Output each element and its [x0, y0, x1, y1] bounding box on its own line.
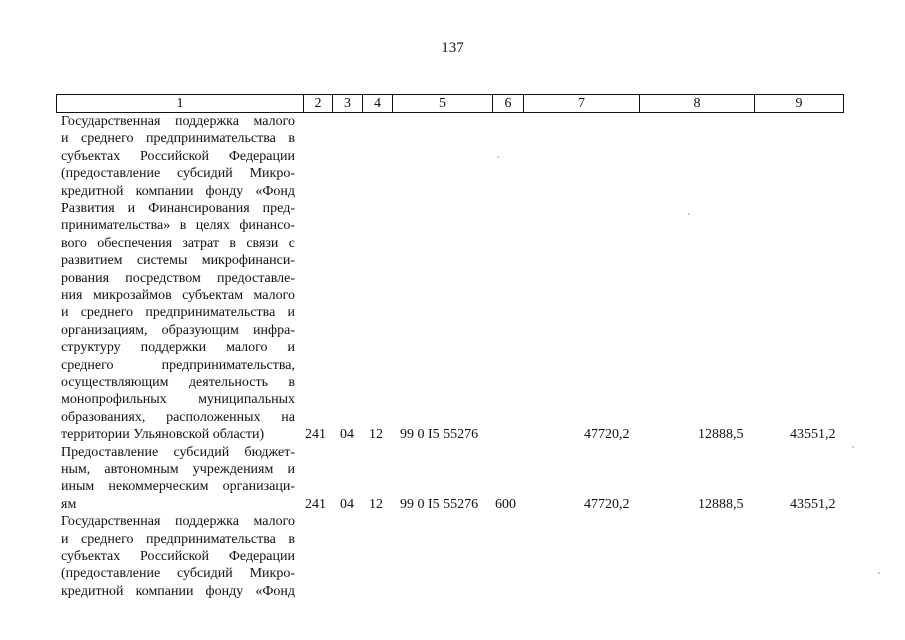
cell-col-9: 43551,2: [790, 427, 836, 443]
text-line: и среднего предпринимательства в: [61, 131, 295, 147]
cell-col-8: 12888,5: [698, 427, 744, 443]
header-col-2: 2: [304, 95, 333, 113]
cell-col-7: 47720,2: [584, 427, 630, 443]
text-line: Государственная поддержка малого: [61, 514, 295, 530]
text-line: субъектах Российской Федерации: [61, 549, 295, 564]
header-col-9: 9: [755, 95, 844, 113]
scan-speck: [497, 156, 499, 158]
cell-col-6: 600: [495, 496, 516, 512]
cell-col-4: 12: [369, 496, 383, 512]
cell-col-7: 47720,2: [584, 496, 630, 512]
text-line: среднего предпринимательства,: [61, 357, 295, 373]
text-line: (предоставление субсидий Микро-: [61, 166, 295, 182]
text-line: и среднего предпринимательства и: [61, 305, 295, 321]
header-col-5: 5: [393, 95, 493, 113]
text-line: Государственная поддержка малого: [61, 114, 295, 129]
scan-speck: [878, 572, 880, 574]
text-line: структуру поддержки малого и: [61, 340, 295, 356]
text-line: образованиях, расположенных на: [61, 409, 295, 425]
row-2-values: [0, 496, 905, 513]
cell-col-3: 04: [340, 427, 354, 443]
text-line: Предоставление субсидий бюджет-: [61, 444, 295, 460]
cell-col-5: 99 0 I5 55276: [400, 496, 479, 512]
cell-col-3: 04: [340, 496, 354, 512]
cell-col-8: 12888,5: [698, 496, 744, 512]
text-line: кредитной компании фонду «Фонд: [61, 183, 295, 199]
text-line: Развития и Финансирования пред-: [61, 201, 295, 216]
text-line: монопрофильных муниципальных: [61, 392, 295, 408]
cell-col-2: 241: [305, 496, 326, 512]
row-1-values: [0, 426, 905, 443]
table-header: [56, 94, 844, 113]
cell-col-9: 43551,2: [790, 496, 836, 512]
text-line: территории Ульяновской области): [61, 427, 265, 443]
text-line: субъектах Российской Федерации: [61, 148, 295, 164]
text-line: ям: [61, 496, 77, 512]
text-line: организациям, образующим инфра-: [61, 322, 295, 338]
text-line: и среднего предпринимательства в: [61, 531, 295, 547]
header-col-7: 7: [524, 95, 640, 113]
header-col-4: 4: [363, 95, 393, 113]
text-line: принимательства» в целях финансо-: [61, 218, 295, 234]
header-col-1: 1: [57, 95, 304, 113]
text-line: вого обеспечения затрат в связи с: [61, 235, 295, 251]
text-line: иным некоммерческим организаци-: [61, 479, 295, 495]
header-col-3: 3: [333, 95, 363, 113]
text-line: рования посредством предоставле-: [61, 270, 295, 286]
cell-col-4: 12: [369, 427, 383, 443]
scan-speck: [852, 446, 854, 448]
text-line: развитием системы микрофинанси-: [61, 253, 295, 269]
text-line: осуществляющим деятельность в: [61, 375, 295, 390]
header-col-6: 6: [493, 95, 524, 113]
scan-speck: [688, 213, 690, 215]
page-number: 137: [441, 40, 464, 56]
text-line: ным, автономным учреждениям и: [61, 462, 295, 477]
text-line: (предоставление субсидий Микро-: [61, 566, 295, 582]
cell-col-5: 99 0 I5 55276: [400, 427, 479, 443]
text-line: кредитной компании фонду «Фонд: [61, 583, 295, 599]
cell-col-2: 241: [305, 427, 326, 443]
text-line: ния микрозаймов субъектам малого: [61, 288, 295, 303]
header-col-8: 8: [640, 95, 755, 113]
